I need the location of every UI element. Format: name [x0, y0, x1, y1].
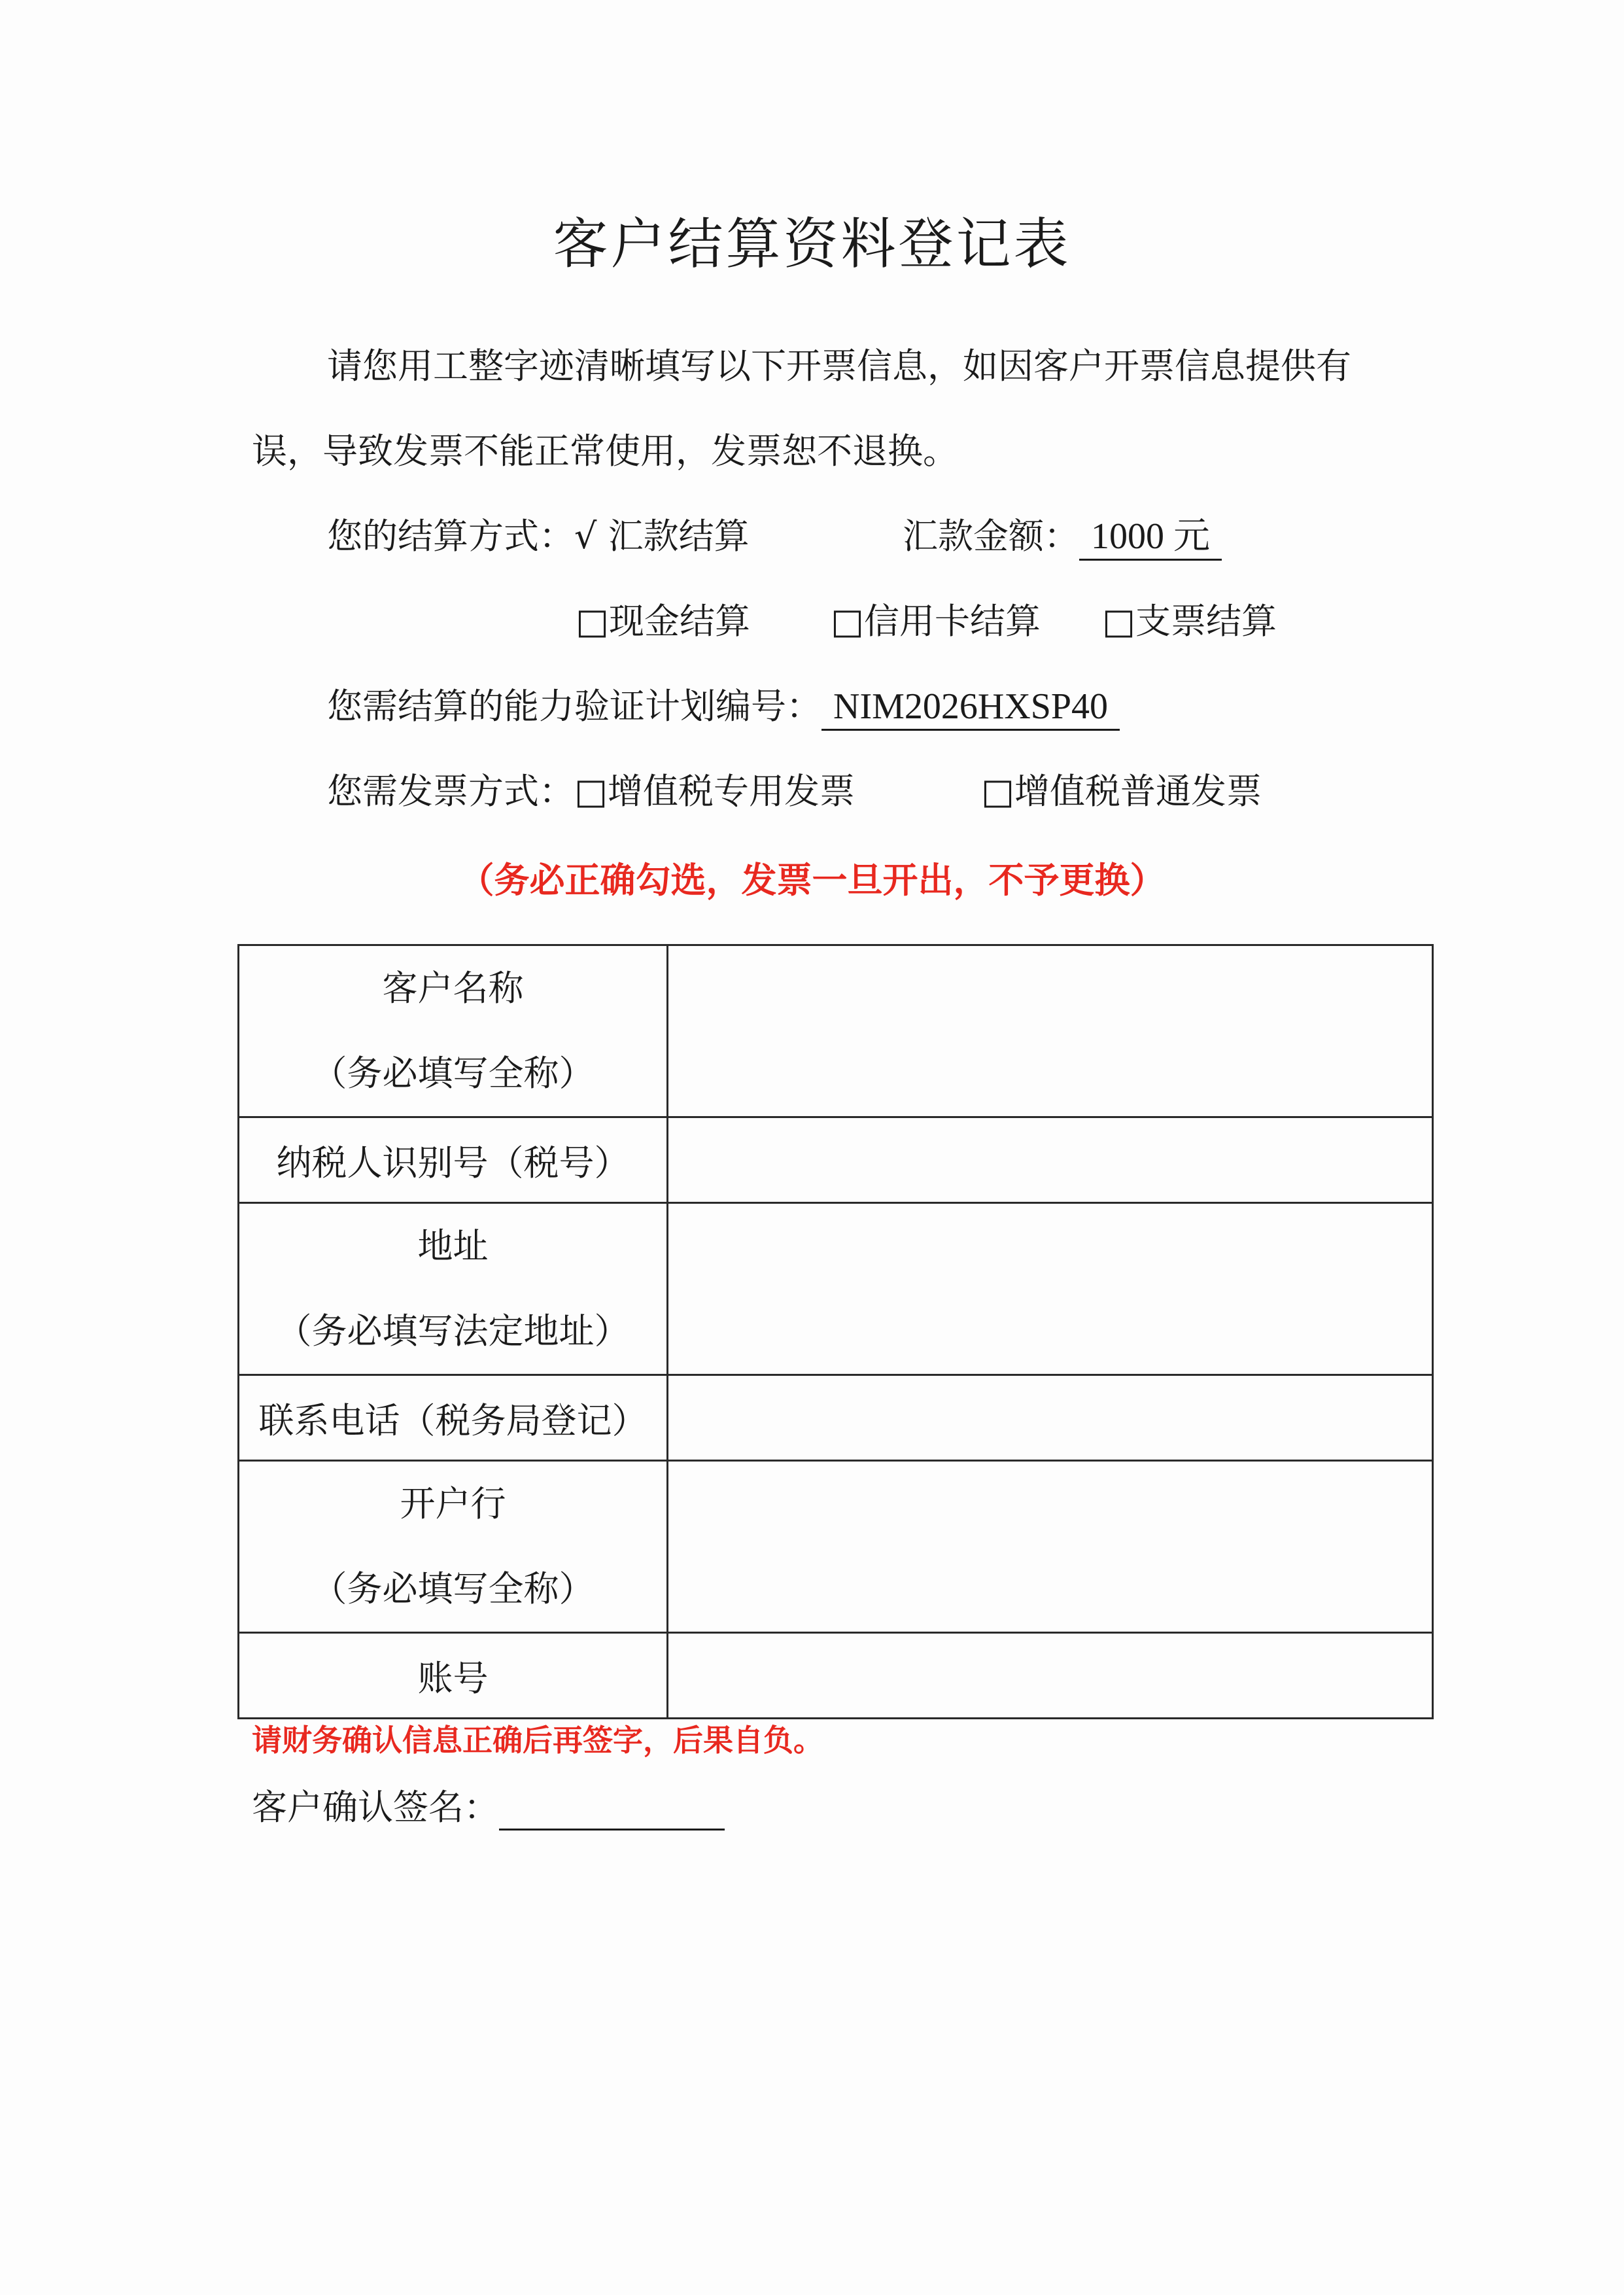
amount-unit: 元	[1173, 516, 1210, 557]
account-input[interactable]	[668, 1633, 1433, 1719]
settlement-selected-option[interactable]: √ 汇款结算	[574, 516, 750, 557]
table-row	[239, 1461, 1433, 1633]
amount-label: 汇款金额：	[903, 516, 1079, 557]
tax-id-label: 纳税人识别号（税号）	[239, 1117, 668, 1203]
settlement-label: 您的结算方式：	[327, 516, 574, 557]
amount-value: 1000	[1091, 516, 1164, 557]
customer-name-label: 客户名称 （务必填写全称）	[239, 945, 668, 1117]
signature-row	[252, 1785, 725, 1831]
intro-line-1: 请您用工整字迹清晰填写以下开票信息，如因客户开票信息提供有	[327, 345, 1351, 387]
bank-input[interactable]	[668, 1461, 1433, 1633]
address-label: 地址 （务必填写法定地址）	[239, 1203, 668, 1375]
signature-field[interactable]	[499, 1795, 725, 1831]
settlement-option-cash[interactable]: □现金结算	[576, 601, 751, 642]
amount-row	[903, 514, 1222, 561]
table-row	[239, 1375, 1433, 1461]
customer-info-table	[237, 944, 1434, 1719]
address-input[interactable]	[668, 1203, 1433, 1375]
phone-input[interactable]	[668, 1375, 1433, 1461]
table-row	[239, 945, 1433, 1117]
tax-id-input[interactable]	[668, 1117, 1433, 1203]
phone-label: 联系电话（税务局登记）	[239, 1375, 668, 1461]
finance-note: 请财务确认信息正确后再签字，后果自负。	[252, 1723, 823, 1758]
amount-field[interactable]	[1079, 516, 1222, 561]
invoice-row	[327, 769, 855, 815]
plan-number-field[interactable]: NIM2026HXSP40	[821, 686, 1120, 731]
table-row	[239, 1117, 1433, 1203]
settlement-row	[327, 514, 750, 559]
table-row	[239, 1203, 1433, 1375]
page-title: 客户结算资料登记表	[553, 212, 1071, 276]
invoice-label: 您需发票方式：	[327, 771, 574, 812]
table-row	[239, 1633, 1433, 1719]
warning-text: （务必正确勾选，发票一旦开出，不予更换）	[458, 860, 1166, 901]
account-label: 账号	[239, 1633, 668, 1719]
settlement-option-credit-card[interactable]: □信用卡结算	[831, 601, 1041, 642]
invoice-option-general-vat[interactable]: □增值税普通发票	[981, 771, 1262, 812]
invoice-option-special-vat[interactable]: □增值税专用发票	[574, 771, 855, 812]
plan-row	[327, 684, 1120, 731]
plan-label: 您需结算的能力验证计划编号：	[327, 686, 821, 727]
signature-label: 客户确认签名：	[252, 1787, 499, 1828]
intro-line-2: 误，导致发票不能正常使用，发票恕不退换。	[252, 430, 958, 472]
customer-name-input[interactable]	[668, 945, 1433, 1117]
settlement-option-check[interactable]: □支票结算	[1102, 601, 1277, 642]
bank-label: 开户行 （务必填写全称）	[239, 1461, 668, 1633]
